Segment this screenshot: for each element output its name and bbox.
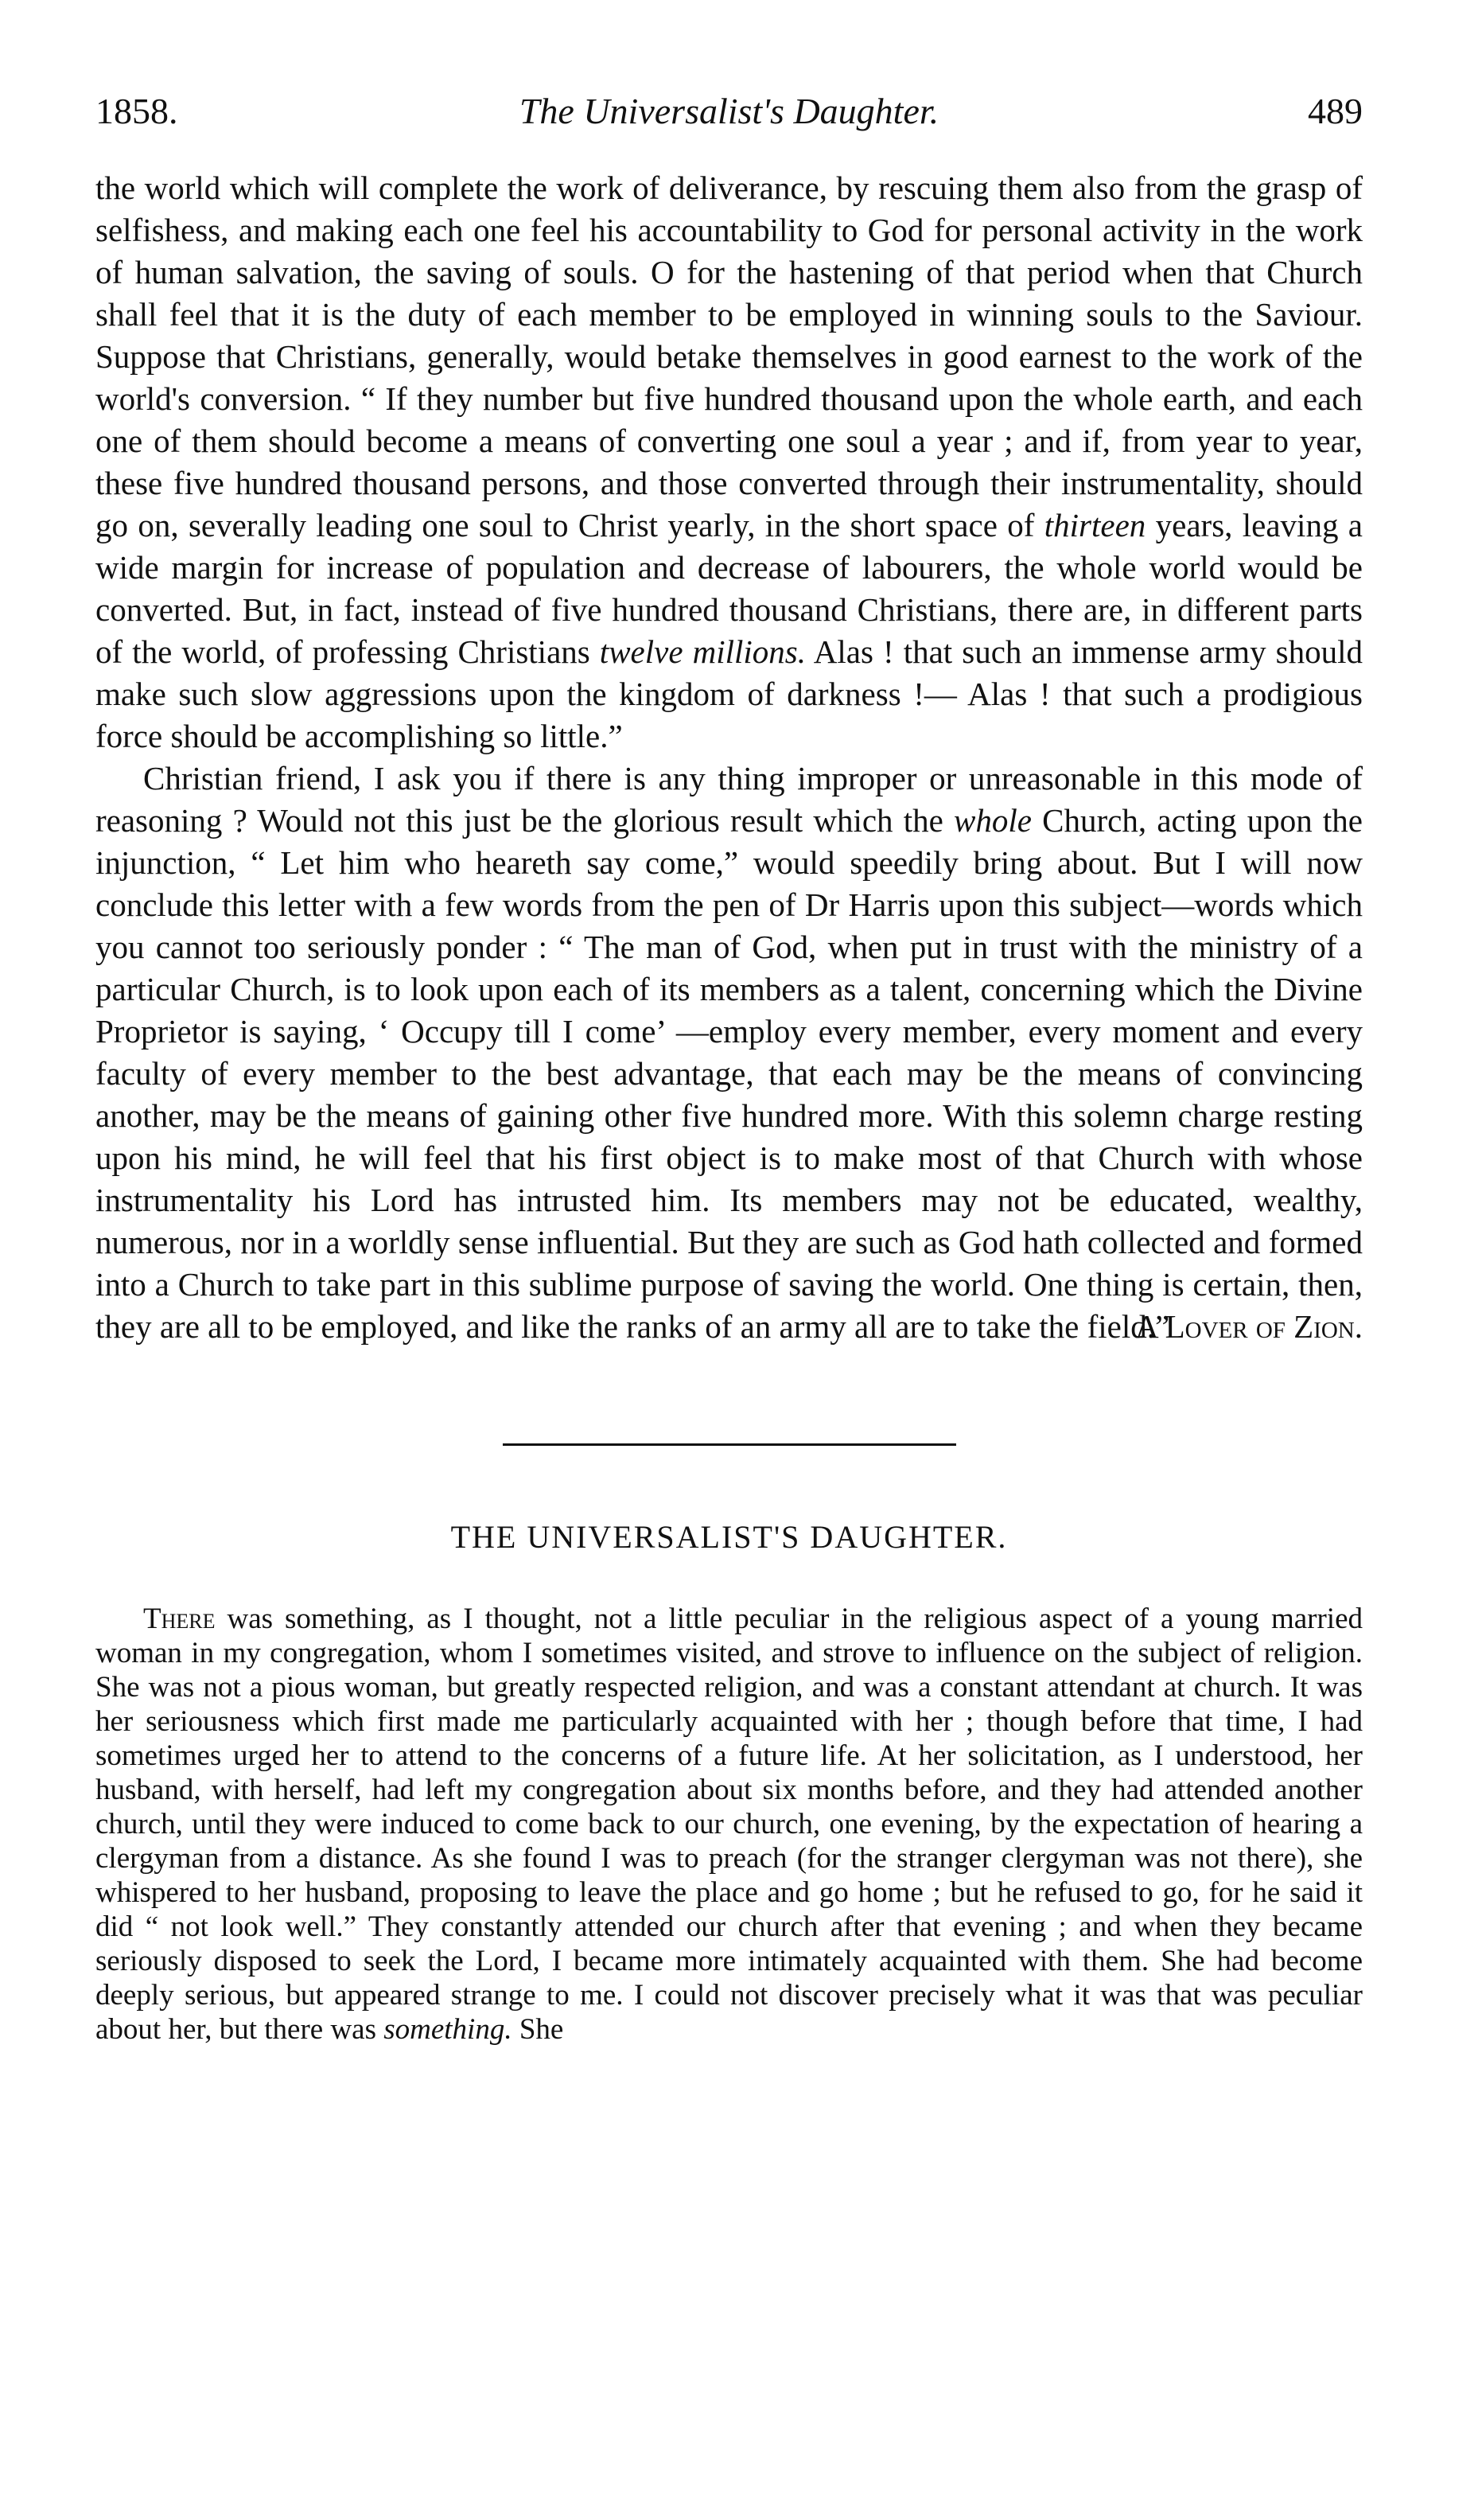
header-year: 1858. bbox=[95, 91, 178, 131]
article-text bbox=[95, 1602, 1363, 2047]
letter-paragraph-1: the world which will complete the work of deliverance, by rescuing them also from the grasp of selfishess, and making each one feel his accountability to God for personal activity in the work of human salvation, the saving of souls. O for the hastening of that period when that Church shall feel that it is the duty of each member to be employed in winning souls to the Saviour. Suppose that Christians, generally, would betake themselves in good earnest to the work of the world's conversion. “ If they number but five hundred thousand upon the whole earth, and each one of them should become a means of converting one soul a year ; and if, from year to year, these five hundred thousand persons, and those converted through their instrumentality, should go on, severally leading one soul to Christ yearly, in the short space of thirteen years, leaving a wide margin for increase of population and decrease of labourers, the whole world would be converted. But, in fact, instead of five hundred thousand Christians, there are, in different parts of the world, of professing Christians twelve millions. Alas ! that such an immense army should make such slow aggressions upon the kingdom of darkness !— Alas ! that such a prodigious force should be accomplishing so little.” bbox=[95, 169, 1363, 754]
page-body bbox=[95, 167, 1363, 2047]
letter-signature: A Lover of Zion. bbox=[1135, 1308, 1363, 1345]
article-title: THE UNIVERSALIST'S DAUGHTER. bbox=[450, 1519, 1008, 1555]
opening-word: There bbox=[143, 1603, 216, 1635]
letter-text bbox=[95, 167, 1363, 1348]
emphasis-something: something. bbox=[383, 2013, 512, 2046]
running-head bbox=[95, 88, 1363, 135]
emphasis-thirteen: thirteen bbox=[1044, 507, 1146, 543]
section-divider bbox=[503, 1443, 956, 1446]
article-paragraph-1: There was something, as I thought, not a little peculiar in the religious aspect of a young married woman in my congregation, whom I sometimes visited, and strove to influence on the subject of religion. She was not a pious woman, but greatly respected religion, and was a constant attendant at church. It was her seriousness which first made me particularly acquainted with her ; though before that time, I had sometimes urged her to attend to the concerns of a future life. At her solicitation, as I understood, her husband, with herself, had left my congregation about six months before, and they had attended another church, until they were induced to come back to our church, one evening, by the expectation of hearing a clergyman from a distance. As she found I was to preach (for the stranger clergyman was not there), she whispered to her husband, proposing to leave the place and go home ; but he refused to go, for he said it did “ not look well.” They constantly attended our church after that evening ; and when they became seriously disposed to seek the Lord, I became more intimately acquainted with them. She had become deeply serious, but appeared strange to me. I could not discover precisely what it was that was peculiar about her, but there was something. She bbox=[95, 1603, 1363, 2046]
header-title: The Universalist's Daughter. bbox=[519, 91, 939, 131]
emphasis-twelve-millions: twelve millions. bbox=[599, 633, 806, 670]
emphasis-whole: whole bbox=[954, 802, 1032, 839]
page-number: 489 bbox=[1308, 91, 1363, 131]
letter-paragraph-2: Christian friend, I ask you if there is any thing improper or unreasonable in this mode of reasoning ? Would not this just be the glorious result which the whole Church, acting upon the injunction, “ Let him who heareth say come,” would speedily bring about. But I will now conclude this letter with a few words from the pen of Dr Harris upon this subject—words which you cannot too seriously ponder : “ The man of God, when put in trust with the ministry of a particular Church, is to look upon each of its members as a talent, concerning which the Divine Proprietor is saying, ‘ Occupy till I come’ —employ every member, every moment and every faculty of every member to the best advantage, that each may be the means of convincing another, may be the means of gaining other five hundred more. With this solemn charge resting upon his mind, he will feel that his first object is to make most of that Church with whose instrumentality his Lord has intrusted him. Its members may not be educated, wealthy, numerous, nor in a worldly sense influential. But they are such as God hath collected and formed into a Church to take part in this sublime purpose of saving the world. One thing is certain, then, they are all to be employed, and like the ranks of an army all are to take the field.” bbox=[95, 760, 1363, 1345]
